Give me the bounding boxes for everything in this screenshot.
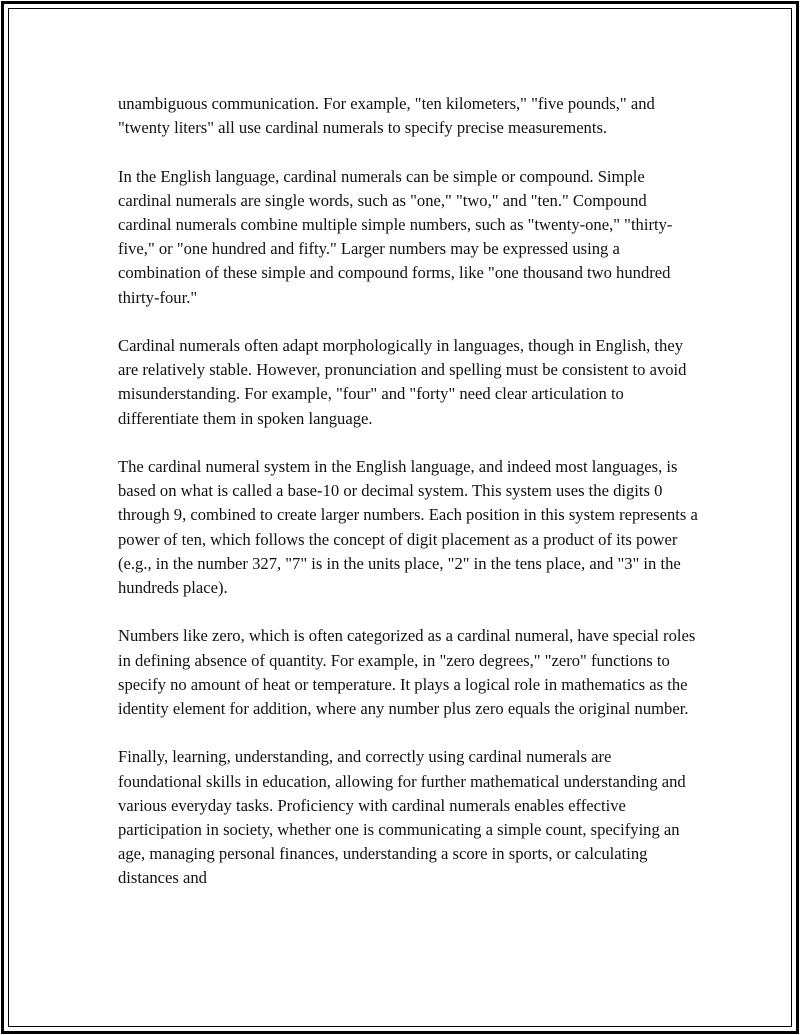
paragraph-5: Numbers like zero, which is often categorized as a cardinal numeral, have special roles in defining absence of quantity. For example, in "zero degrees," "zero" functions to specify no amount of heat or temperature. It plays a logical role in mathematics as the identity element for addition, where any number plus zero equals the original number. xyxy=(118,626,696,719)
paragraph-6: Finally, learning, understanding, and correctly using cardinal numerals are foundational skills in education, allowing for further mathematical understanding and various everyday tasks. Proficiency with cardinal numerals enables effective participation in society, whether one is communicating a simple count, specifying an age, managing personal finances, understanding a score in sports, or calculating distances and xyxy=(118,747,686,888)
document-body xyxy=(118,92,698,891)
paragraph-3: Cardinal numerals often adapt morphologically in languages, though in English, they are relatively stable. However, pronunciation and spelling must be consistent to avoid misunderstanding. For example, "four" and "forty" need clear articulation to differentiate them in spoken language. xyxy=(118,336,687,428)
paragraph-2: In the English language, cardinal numerals can be simple or compound. Simple cardinal numerals are single words, such as "one," "two," and "ten." Compound cardinal numerals combine multiple simple numbers, such as "twenty-one," "thirty-five," or "one hundred and fifty." Larger numbers may be expressed using a combination of these simple and compound forms, like "one thousand two hundred thirty-four." xyxy=(118,166,673,307)
paragraph-4: The cardinal numeral system in the English language, and indeed most languages, is based on what is called a base-10 or decimal system. This system uses the digits 0 through 9, combined to create larger numbers. Each position in this system represents a power of ten, which follows the concept of digit placement as a product of its power (e.g., in the number 327, "7" is in the units place, "2" in the tens place, and "3" in the hundreds place). xyxy=(118,457,698,598)
paragraph-1: unambiguous communication. For example, "ten kilometers," "five pounds," and "twenty liters" all use cardinal numerals to specify precise measurements. xyxy=(118,94,655,138)
